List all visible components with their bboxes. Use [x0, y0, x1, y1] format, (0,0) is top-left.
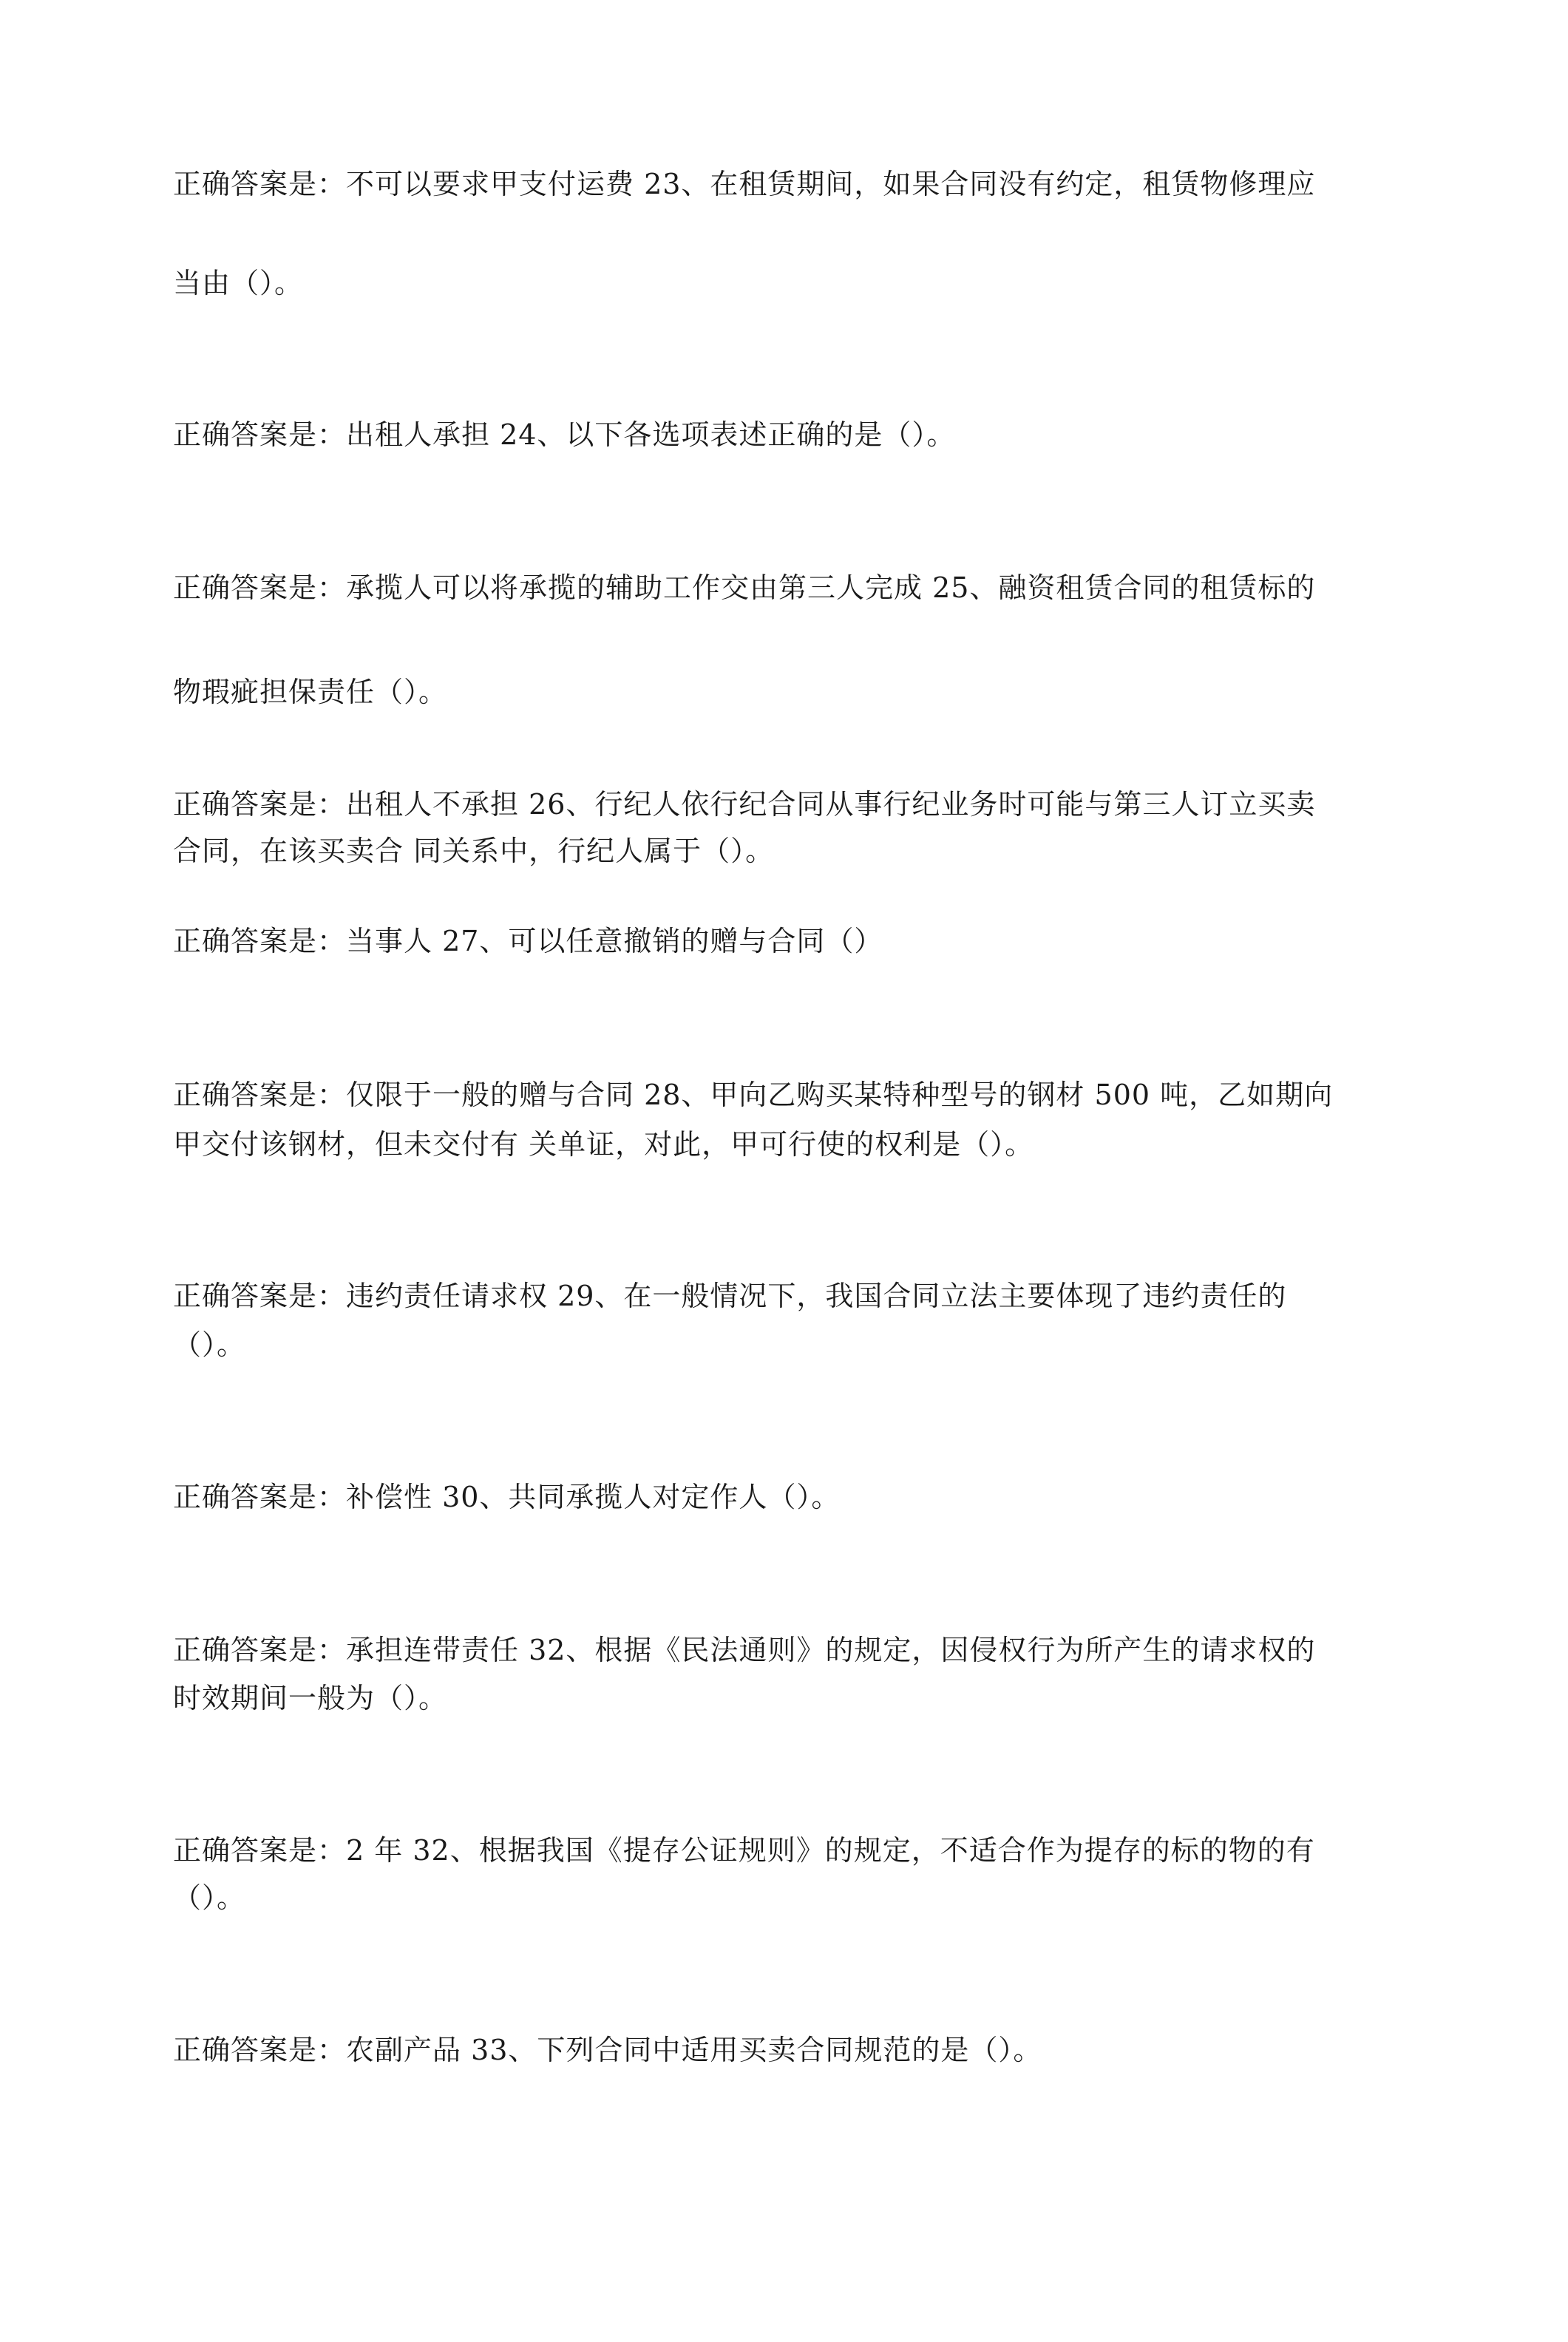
text-line: 正确答案是：违约责任请求权 29、在一般情况下，我国合同立法主要体现了违约责任的 — [173, 1280, 1287, 1312]
text-line: 正确答案是：2 年 32、根据我国《提存公证规则》的规定，不适合作为提存的标的物的有 — [173, 1834, 1315, 1867]
text-line: 正确答案是：仅限于一般的赠与合同 28、甲向乙购买某特种型号的钢材 500 吨，乙如期向 — [173, 1079, 1334, 1111]
text-line: 正确答案是：不可以要求甲支付运费 23、在租赁期间，如果合同没有约定，租赁物修理应 — [173, 168, 1316, 200]
text-line: 物瑕疵担保责任（）。 — [173, 676, 448, 708]
text-line: 时效期间一般为（）。 — [173, 1682, 448, 1714]
text-line: 正确答案是：补偿性 30、共同承揽人对定作人（）。 — [173, 1481, 841, 1513]
text-line: 正确答案是：承担连带责任 32、根据《民法通则》的规定，因侵权行为所产生的请求权的 — [173, 1634, 1316, 1666]
text-line: （）。 — [173, 1328, 246, 1361]
text-line: 正确答案是：出租人承担 24、以下各选项表述正确的是（）。 — [173, 418, 956, 451]
text-line: 甲交付该钢材，但未交付有 关单证，对此，甲可行使的权利是（）。 — [173, 1128, 1034, 1161]
text-line: 正确答案是：当事人 27、可以任意撤销的赠与合同（） — [173, 925, 883, 957]
text-line: （）。 — [173, 1881, 246, 1914]
text-line: 正确答案是：承揽人可以将承揽的辅助工作交由第三人完成 25、融资租赁合同的租赁标的 — [173, 571, 1316, 604]
text-line: 正确答案是：出租人不承担 26、行纪人依行纪合同从事行纪业务时可能与第三人订立买卖 — [173, 788, 1316, 821]
text-line: 正确答案是：农副产品 33、下列合同中适用买卖合同规范的是（）。 — [173, 2034, 1042, 2066]
text-line: 当由（）。 — [173, 267, 304, 299]
text-line: 合同，在该买卖合 同关系中，行纪人属于（）。 — [173, 835, 775, 867]
